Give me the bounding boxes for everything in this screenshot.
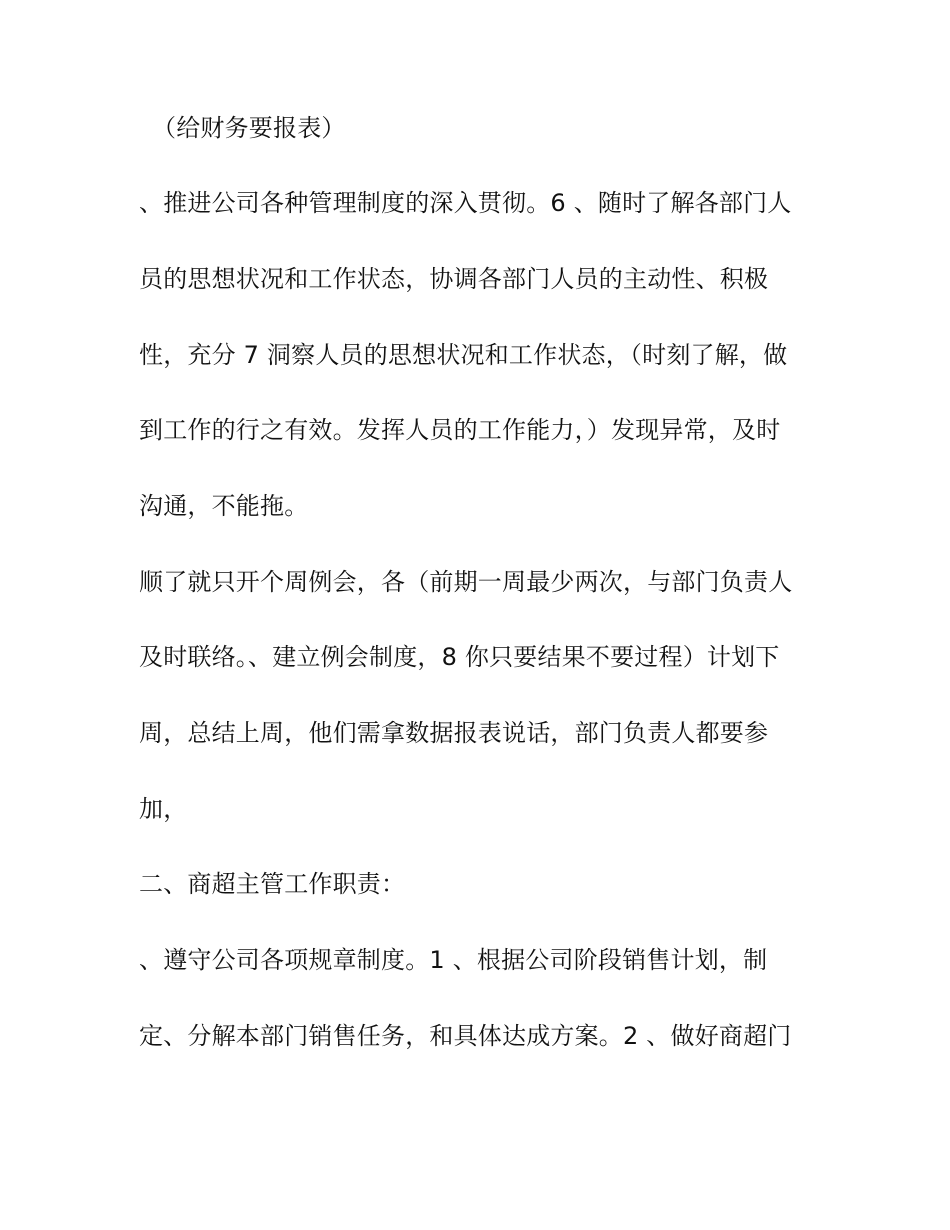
- section-heading: 二、商超主管工作职责：: [139, 870, 406, 898]
- text-line: 到工作的行之有效。发挥人员的工作能力，）发现异常，及时: [139, 416, 781, 444]
- text-line: 及时联络。、建立例会制度，8 你只要结果不要过程）计划下: [139, 643, 780, 671]
- text-line: 性，充分 7 洞察人员的思想状况和工作状态，（时刻了解，做: [139, 341, 788, 369]
- text-line: 顺了就只开个周例会，各（前期一周最少两次，与部门负责人: [139, 568, 793, 596]
- text-line: 加，: [139, 795, 188, 823]
- text-line: （给财务要报表）: [152, 114, 346, 142]
- text-line: 、遵守公司各项规章制度。1 、根据公司阶段销售计划，制: [139, 946, 768, 974]
- text-line: 定、分解本部门销售任务，和具体达成方案。2 、做好商超门: [139, 1022, 792, 1050]
- text-line: 沟通，不能拖。: [139, 492, 309, 520]
- text-line: 员的思想状况和工作状态，协调各部门人员的主动性、积极: [139, 265, 769, 293]
- text-line: 、推进公司各种管理制度的深入贯彻。6 、随时了解各部门人: [139, 189, 792, 217]
- text-line: 周，总结上周，他们需拿数据报表说话，部门负责人都要参: [139, 719, 769, 747]
